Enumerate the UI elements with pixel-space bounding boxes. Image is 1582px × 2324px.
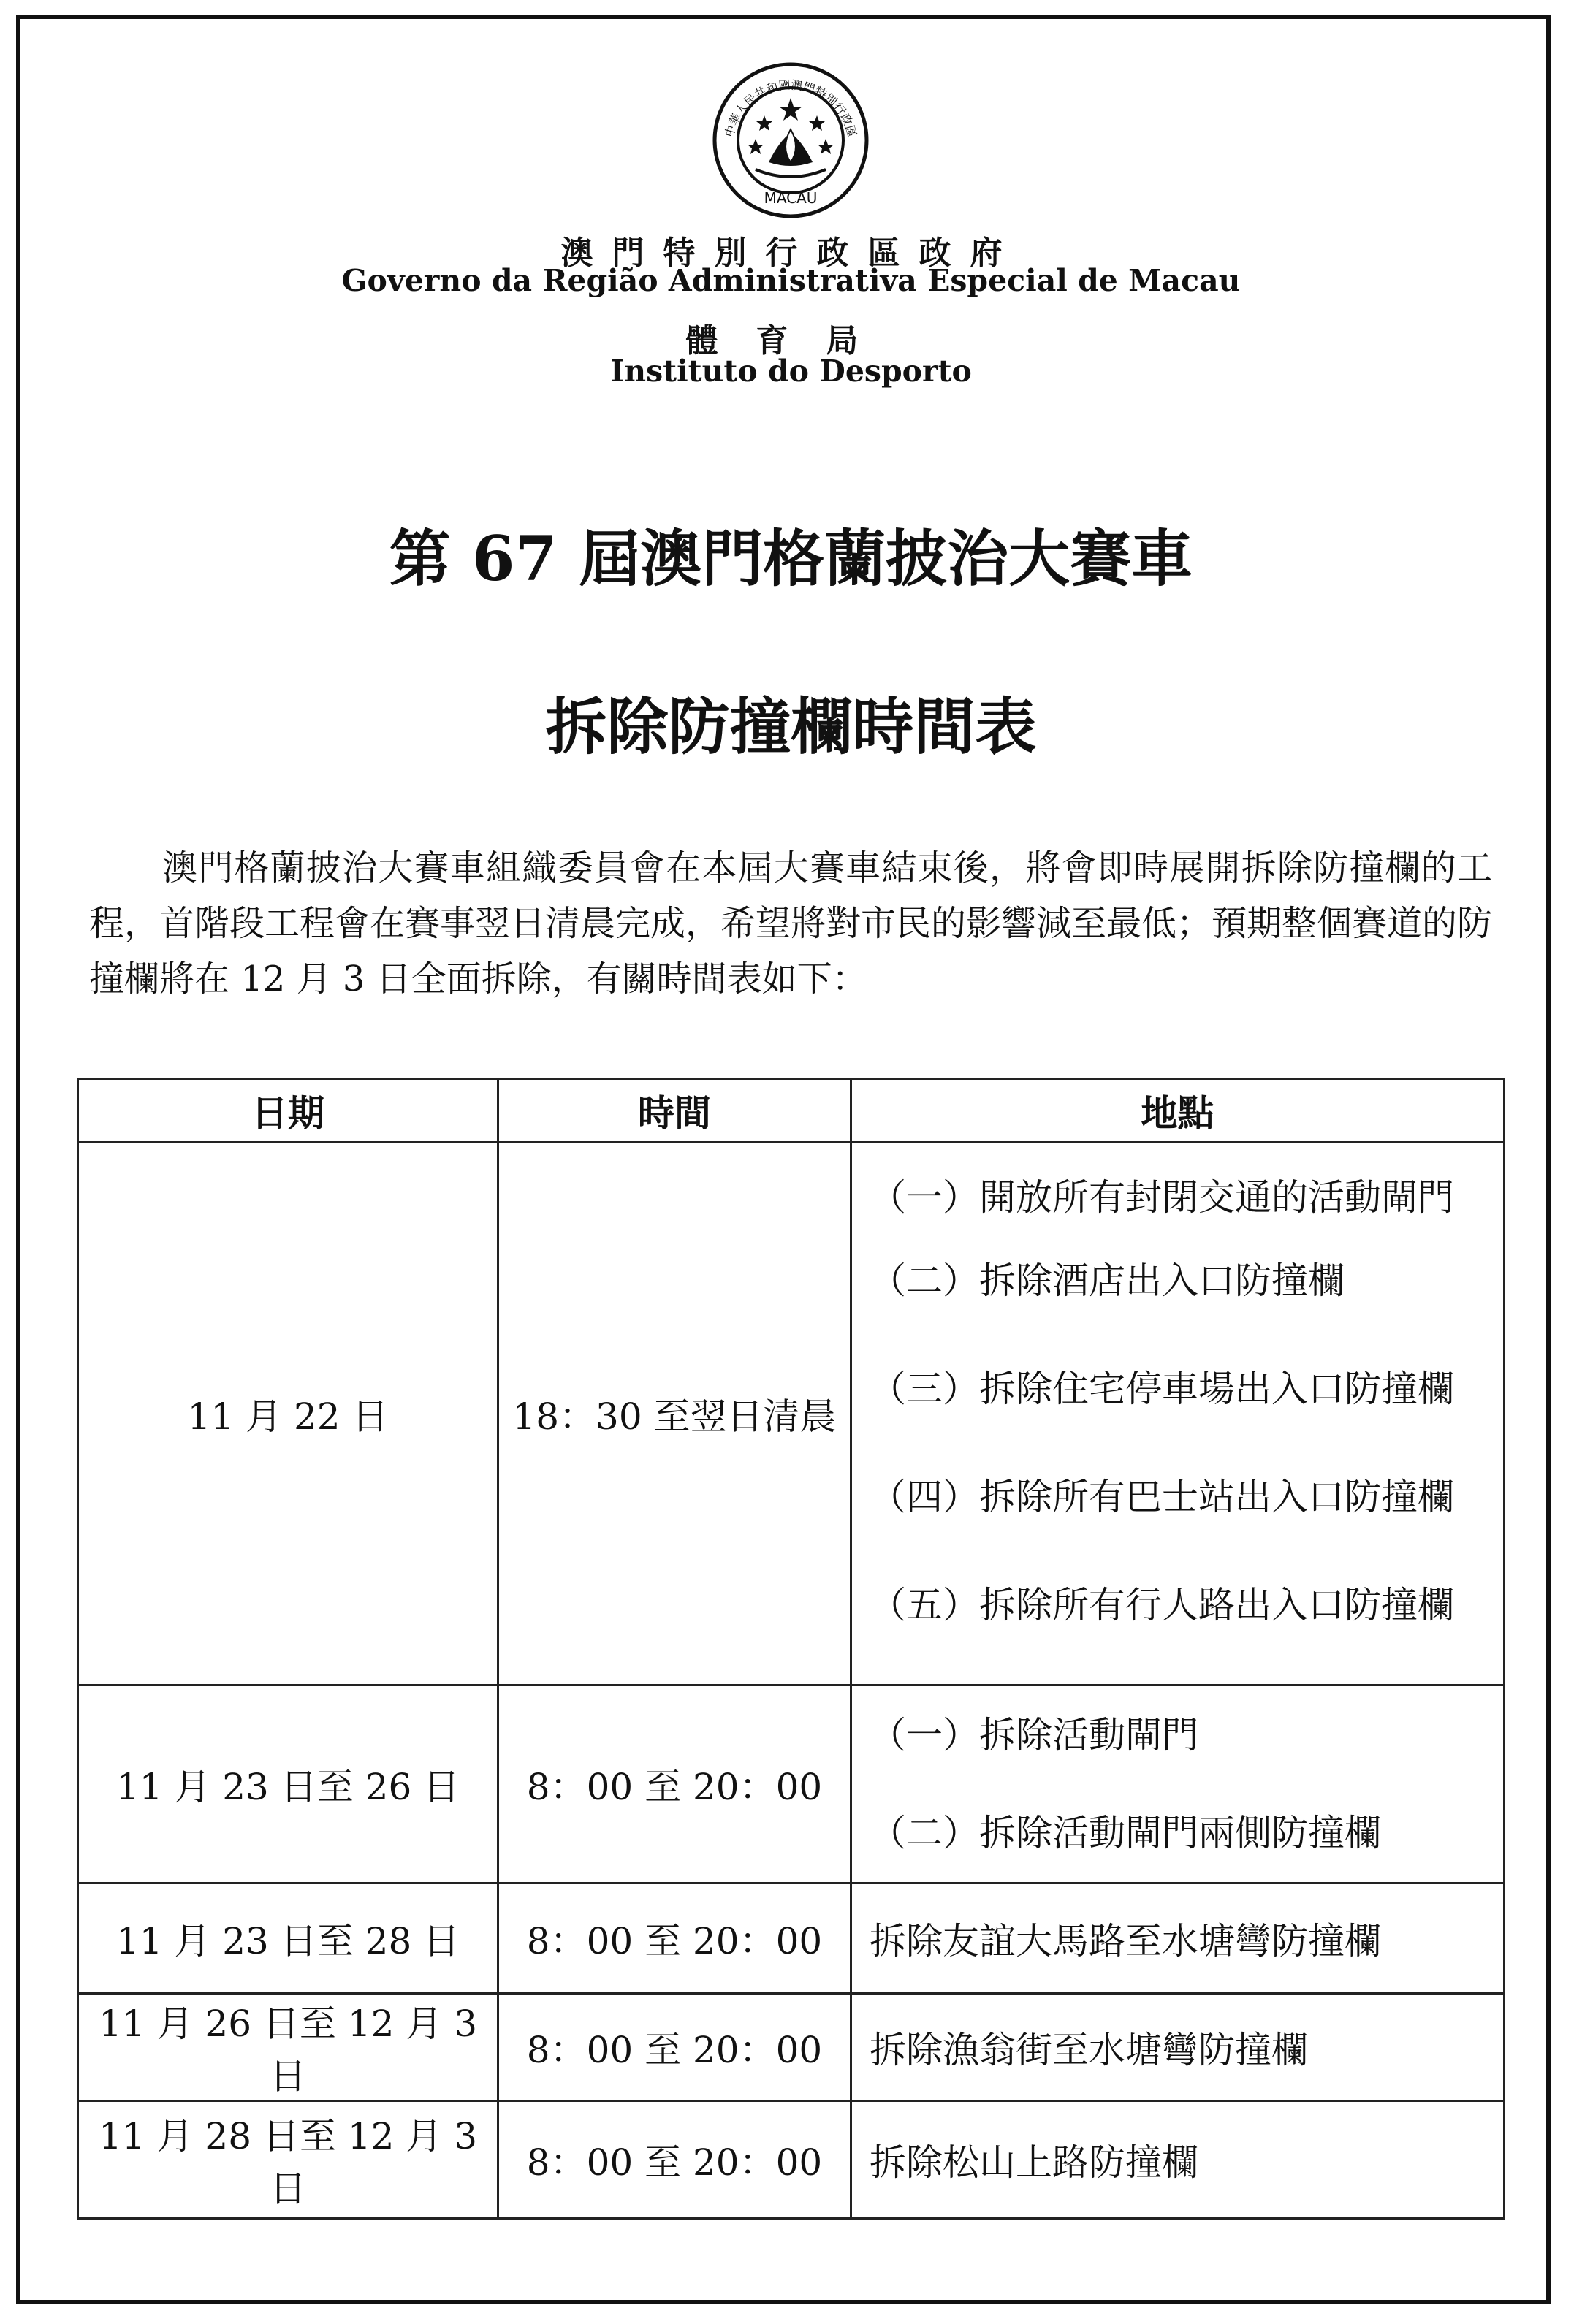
row-location: 拆除松山上路防撞欄: [851, 2101, 1505, 2219]
row-locations: [851, 1685, 1505, 1883]
row-locations: [851, 1143, 1505, 1685]
table-row: [78, 1685, 1505, 1883]
row-date: 11 月 23 日至 26 日: [78, 1685, 498, 1883]
row-location: 拆除友誼大馬路至水塘彎防撞欄: [851, 1883, 1505, 1994]
table-header-row: [78, 1079, 1505, 1143]
row-date: 11 月 22 日: [78, 1143, 498, 1685]
table-row: [78, 1994, 1505, 2101]
emblem-word: MACAU: [764, 189, 818, 207]
header-time: 時間: [498, 1079, 851, 1143]
government-name-pt: Governo da Região Administrativa Especial de Macau: [341, 263, 1241, 298]
document-subtitle: 拆除防撞欄時間表: [545, 690, 1037, 763]
schedule-table: [77, 1078, 1505, 2220]
table-row: [78, 2101, 1505, 2219]
macau-emblem-icon: [710, 60, 871, 221]
government-name-zh: 澳門特別行政區政府: [560, 235, 1022, 272]
row-date: 11 月 28 日至 12 月 3 日: [78, 2101, 498, 2219]
table-row: [78, 1143, 1505, 1685]
emblem-ring-text: 中華人民共和國澳門特別行政區: [722, 77, 859, 139]
location-item: （二）拆除活動閘門兩側防撞欄: [870, 1812, 1381, 1854]
row-date: 11 月 23 日至 28 日: [78, 1883, 498, 1994]
header-location: 地點: [851, 1079, 1505, 1143]
row-date: 11 月 26 日至 12 月 3 日: [78, 1994, 498, 2101]
row-time: 8：00 至 20：00: [498, 1994, 851, 2101]
row-time: 8：00 至 20：00: [498, 1883, 851, 1994]
row-location: 拆除漁翁街至水塘彎防撞欄: [851, 1994, 1505, 2101]
department-name-pt: Instituto do Desporto: [610, 354, 972, 389]
location-item: （一）開放所有封閉交通的活動閘門: [870, 1176, 1454, 1219]
location-item: （一）拆除活動閘門: [870, 1714, 1198, 1756]
department-name-zh: 體育局: [685, 322, 897, 359]
document-title: 第 67 屆澳門格蘭披治大賽車: [389, 522, 1193, 595]
table-row: [78, 1883, 1505, 1994]
header-date: 日期: [78, 1079, 498, 1143]
row-time: 8：00 至 20：00: [498, 1685, 851, 1883]
location-item: （三）拆除住宅停車場出入口防撞欄: [870, 1368, 1454, 1410]
location-item: （五）拆除所有行人路出入口防撞欄: [870, 1584, 1454, 1626]
intro-paragraph: 澳門格蘭披治大賽車組織委員會在本屆大賽車結束後，將會即時展開拆除防撞欄的工程，首階段工程會在賽事翌日清晨完成，希望將對市民的影響減至最低；預期整個賽道的防撞欄將在 12 月 3 日全面拆除，有關時間表如下：: [89, 847, 1493, 999]
location-item: （二）拆除酒店出入口防撞欄: [870, 1260, 1345, 1302]
location-item: （四）拆除所有巴士站出入口防撞欄: [870, 1476, 1454, 1518]
row-time: 8：00 至 20：00: [498, 2101, 851, 2219]
row-time: 18：30 至翌日清晨: [498, 1143, 851, 1685]
